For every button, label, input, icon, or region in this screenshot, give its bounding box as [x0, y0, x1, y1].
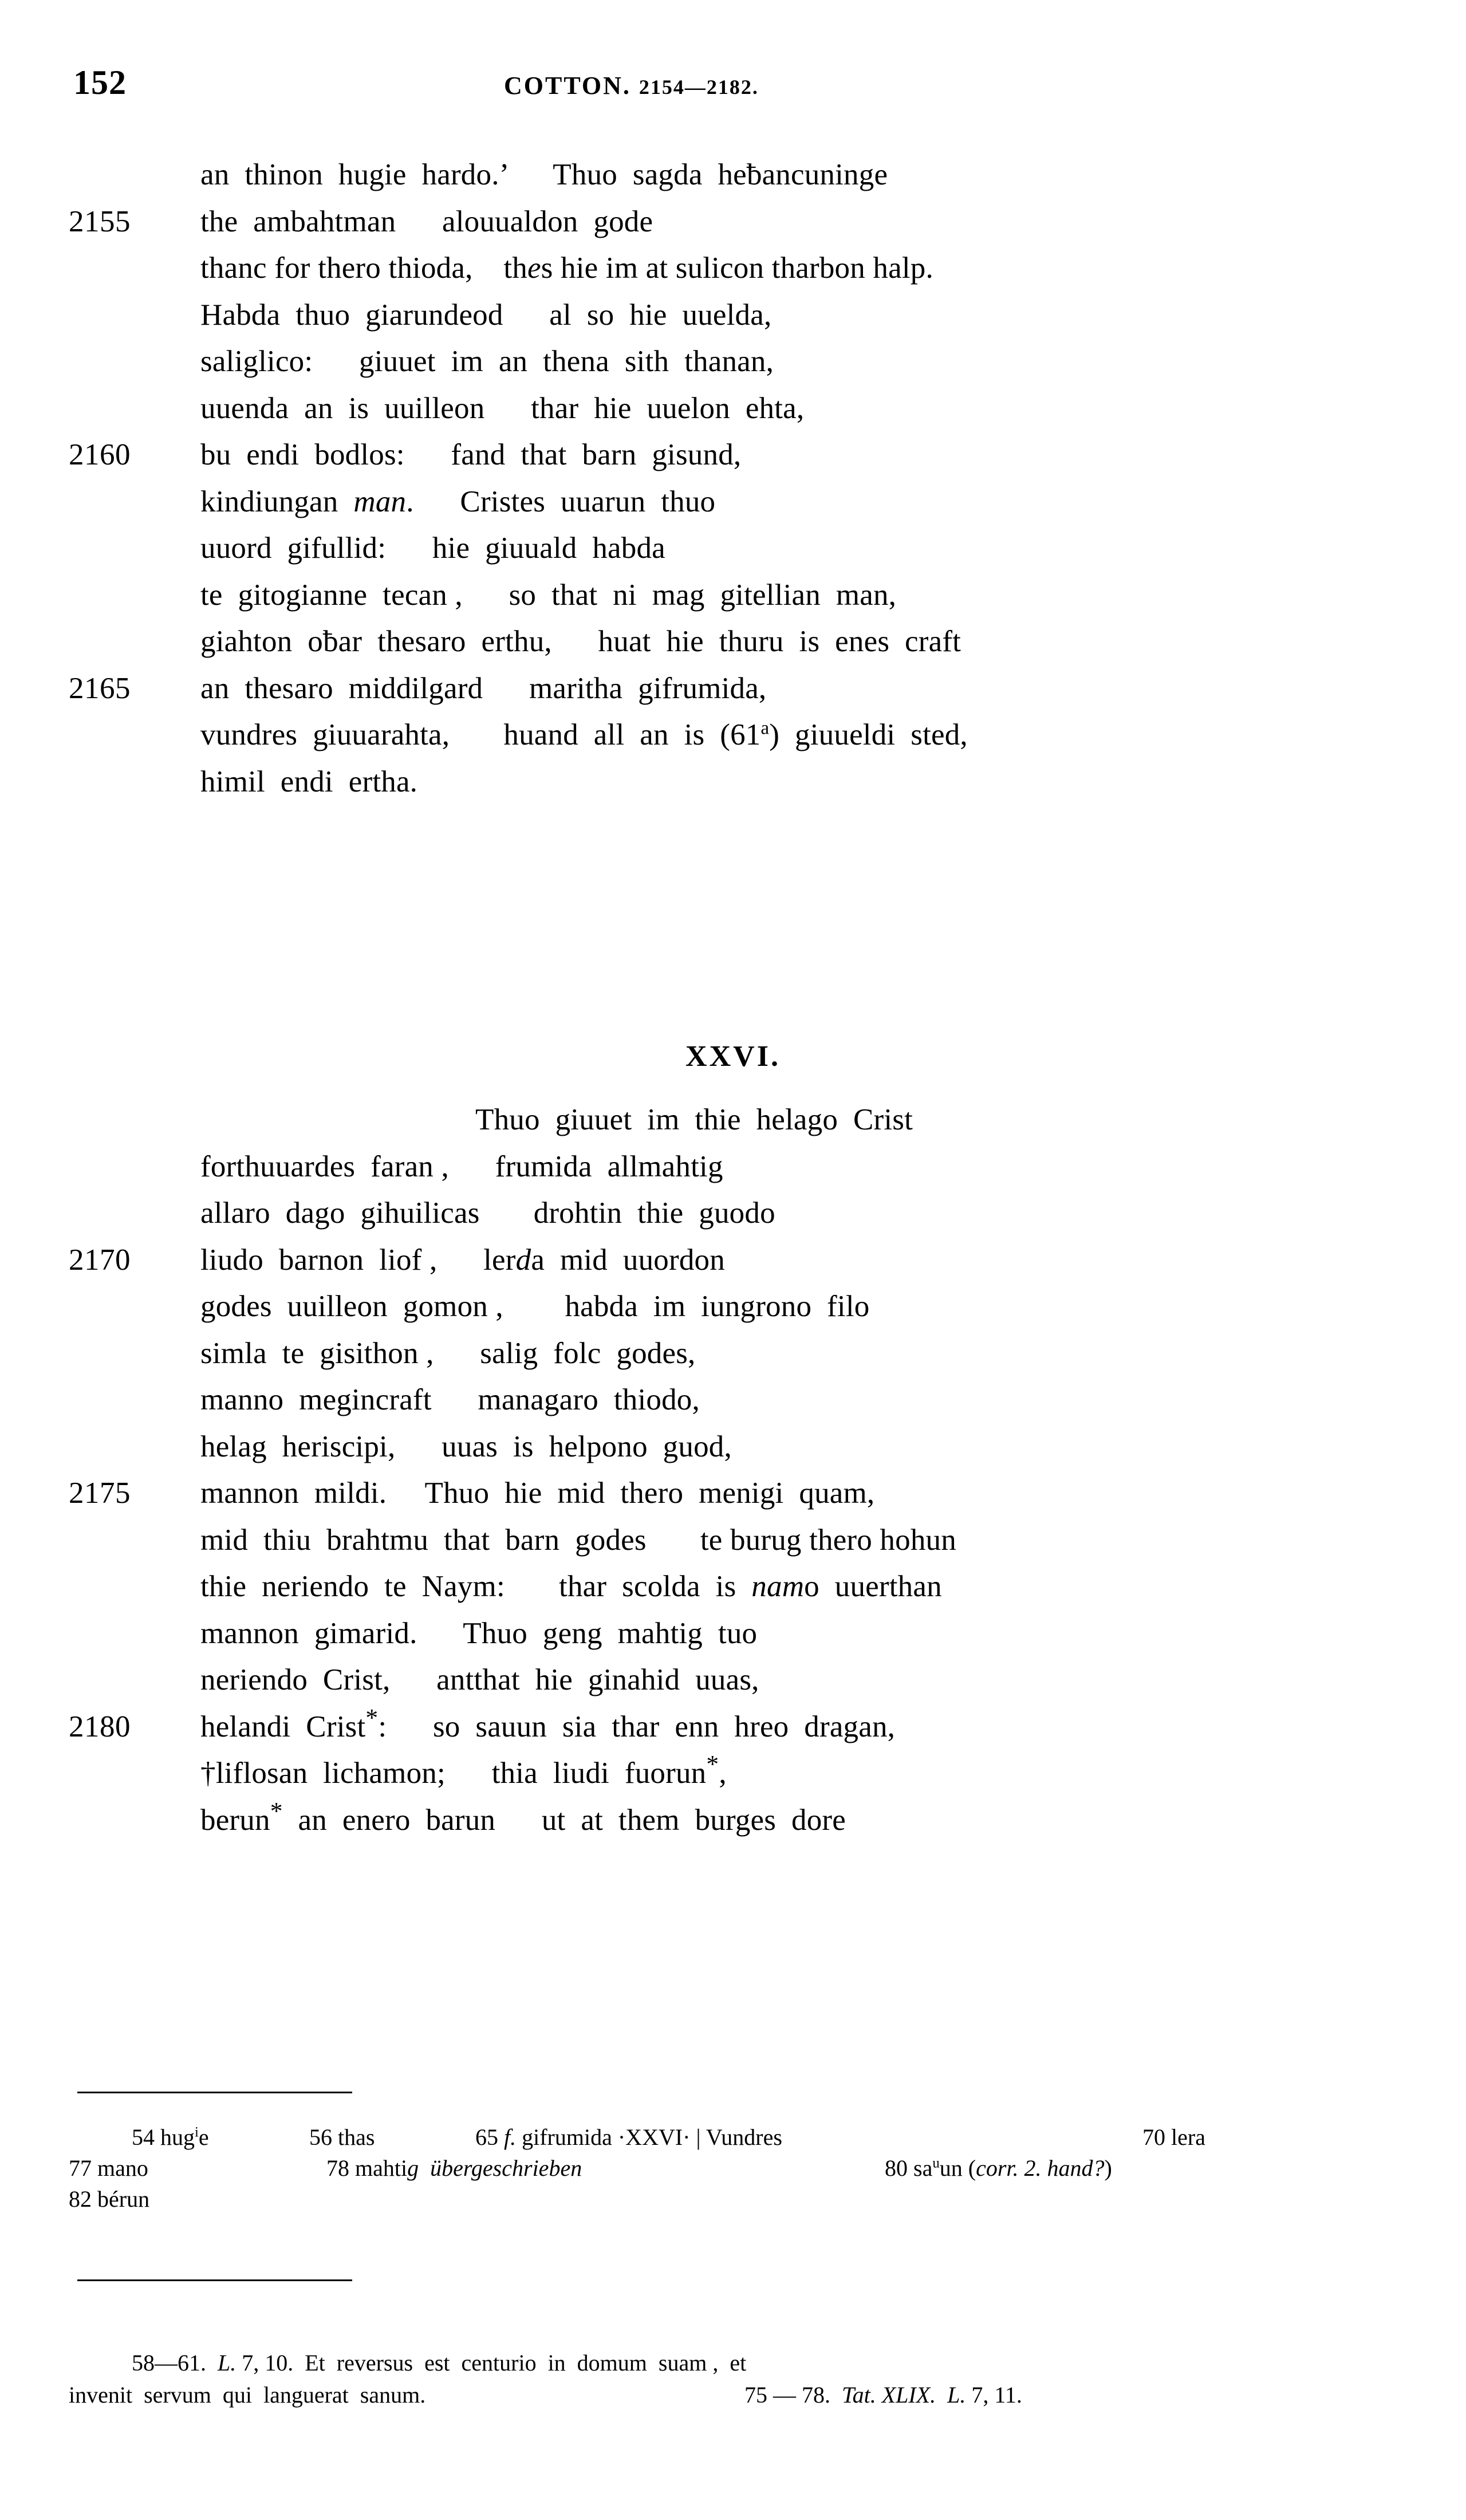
verse-line [0, 1149, 1466, 1196]
verse-line-text: an thesaro middilgard maritha gifrumida, [200, 671, 767, 705]
verse-line-text: himil endi ertha. [200, 765, 418, 798]
verse-line-number: 2180 [69, 1710, 131, 1743]
verse-line [0, 391, 1466, 438]
verse-line-text: manno megincraft managaro thiodo, [200, 1383, 700, 1416]
verse-line [0, 718, 1466, 765]
verse-line-text: vundres giuuarahta, huand all an is (61$^a$) giuueldi sted, [200, 718, 968, 751]
verse-block-part-two [0, 1102, 1466, 1849]
apparatus-divider-rule [77, 2092, 352, 2093]
verse-line-text: uuord gifullid: hie giuuald habda [200, 531, 665, 565]
critical-apparatus [0, 2122, 1466, 2215]
verse-line-text: Habda thuo giarundeod al so hie uuelda, [200, 298, 772, 332]
verse-line-number: 2155 [69, 204, 131, 238]
source-note-line [0, 2379, 1466, 2411]
verse-line [0, 531, 1466, 578]
verse-line-text: the ambahtman alouualdon gode [200, 204, 653, 238]
verse-line-text: berun* an enero barun ut at them burges dore [200, 1797, 846, 1837]
verse-line-text: bu endi bodlos: fand that barn gisund, [200, 438, 742, 471]
verse-line [0, 204, 1466, 251]
source-note-entry: 75 — 78. Tat. XLIX. L. 7, 11. [744, 2382, 1022, 2408]
apparatus-line [0, 2153, 1466, 2184]
verse-line [0, 1703, 1466, 1757]
apparatus-entry: 80 $sa^uun$ (corr. 2. hand?) [885, 2155, 1112, 2181]
verse-block-part-one [0, 158, 1466, 811]
verse-line-text: †liflosan lichamon; thia liudi fuorun*, [200, 1750, 727, 1790]
section-heading: XXVI. [685, 1040, 781, 1073]
verse-line [0, 671, 1466, 718]
verse-line [0, 624, 1466, 671]
apparatus-entry: 77 mano [69, 2155, 148, 2181]
verse-line-text: te gitogianne tecan , so that ni mag gitellian man, [200, 578, 897, 612]
verse-line-text: Thuo giuuet im thie helago Crist [475, 1103, 913, 1136]
apparatus-entry: 70 lera [1142, 2124, 1205, 2150]
verse-line-number: 2165 [69, 671, 131, 705]
verse-line-text: mannon mildi. Thuo hie mid thero menigi quam, [200, 1476, 875, 1510]
verse-line-text: helandi Crist*: so sauun sia thar enn hreo dragan, [200, 1703, 896, 1743]
verse-line [0, 485, 1466, 531]
apparatus-line [0, 2122, 1466, 2153]
verse-line [0, 765, 1466, 812]
verse-line-text: allaro dago gihuilicas drohtin thie guodo [200, 1196, 775, 1230]
verse-line-text: mid thiu brahtmu that barn godes te burug thero hohun [200, 1523, 956, 1557]
verse-line-text: simla te gisithon , salig folc godes, [200, 1336, 696, 1370]
verse-line [0, 578, 1466, 625]
source-note-entry: invenit servum qui languerat sanum. [69, 2382, 426, 2408]
verse-line [0, 1196, 1466, 1243]
verse-line [0, 1102, 1466, 1149]
apparatus-entry: 54 hug$^i$e [132, 2124, 209, 2150]
verse-line [0, 1750, 1466, 1803]
page-number: 152 [73, 64, 127, 101]
verse-line-text: thanc for thero thioda, thes hie im at sulicon tharbon halp. [200, 251, 933, 285]
running-head-line-range: 2154—2182. [639, 76, 759, 99]
verse-line-number: 2160 [69, 438, 131, 471]
verse-line-text: an thinon hugie hardo.’ Thuo sagda heƀancuninge [200, 158, 888, 191]
verse-line [0, 298, 1466, 345]
verse-line-text: saliglico: giuuet im an thena sith thanan, [200, 345, 774, 378]
apparatus-entry: 82 bérun [69, 2186, 150, 2212]
apparatus-entry: 65 f. gifrumida ·XXVI· | Vundres [475, 2124, 782, 2150]
verse-line-text: giahton oƀar thesaro erthu, huat hie thuru is enes craft [200, 625, 961, 658]
verse-line-text: neriendo Crist, antthat hie ginahid uuas, [200, 1663, 759, 1696]
verse-line [0, 1797, 1466, 1850]
verse-line [0, 1430, 1466, 1476]
verse-line-text: godes uuilleon gomon , habda im iungrono filo [200, 1290, 870, 1323]
running-head-title [504, 71, 759, 100]
running-head [0, 63, 1466, 103]
verse-line [0, 1243, 1466, 1290]
source-notes-divider-rule [77, 2279, 352, 2281]
verse-line-number: 2170 [69, 1243, 131, 1277]
verse-line-text: liudo barnon liof , lerda mid uuordon [200, 1243, 725, 1277]
verse-line-text: thie neriendo te Naym: thar scolda is namo uuerthan [200, 1570, 942, 1603]
verse-line [0, 438, 1466, 485]
verse-line-number: 2175 [69, 1476, 131, 1510]
verse-line-text: helag heriscipi, uuas is helpono guod, [200, 1430, 732, 1463]
source-note-entry: 58—61. L. 7, 10. Et reversus est centurio in domum suam , et [132, 2350, 747, 2376]
verse-line [0, 1383, 1466, 1430]
source-note-line [0, 2347, 1466, 2379]
source-reference-notes [0, 2347, 1466, 2411]
verse-line [0, 1569, 1466, 1616]
verse-line-text: kindiungan man. Cristes uuarun thuo [200, 485, 716, 518]
verse-line [0, 1663, 1466, 1710]
apparatus-entry: 78 mahtig übergeschrieben [326, 2155, 582, 2181]
apparatus-entry: 56 thas [309, 2124, 375, 2150]
verse-line [0, 344, 1466, 391]
verse-line-text: uuenda an is uuilleon thar hie uuelon ehta, [200, 391, 805, 425]
verse-line [0, 1336, 1466, 1383]
verse-line [0, 158, 1466, 204]
verse-line [0, 1616, 1466, 1663]
verse-line [0, 1476, 1466, 1523]
verse-line-text: mannon gimarid. Thuo geng mahtig tuo [200, 1616, 758, 1650]
verse-line [0, 1289, 1466, 1336]
verse-line [0, 1523, 1466, 1570]
verse-line-text: forthuuardes faran , frumida allmahtig [200, 1149, 723, 1183]
verse-line [0, 251, 1466, 298]
apparatus-line [0, 2184, 1466, 2215]
running-head-manuscript: COTTON. [504, 72, 631, 100]
